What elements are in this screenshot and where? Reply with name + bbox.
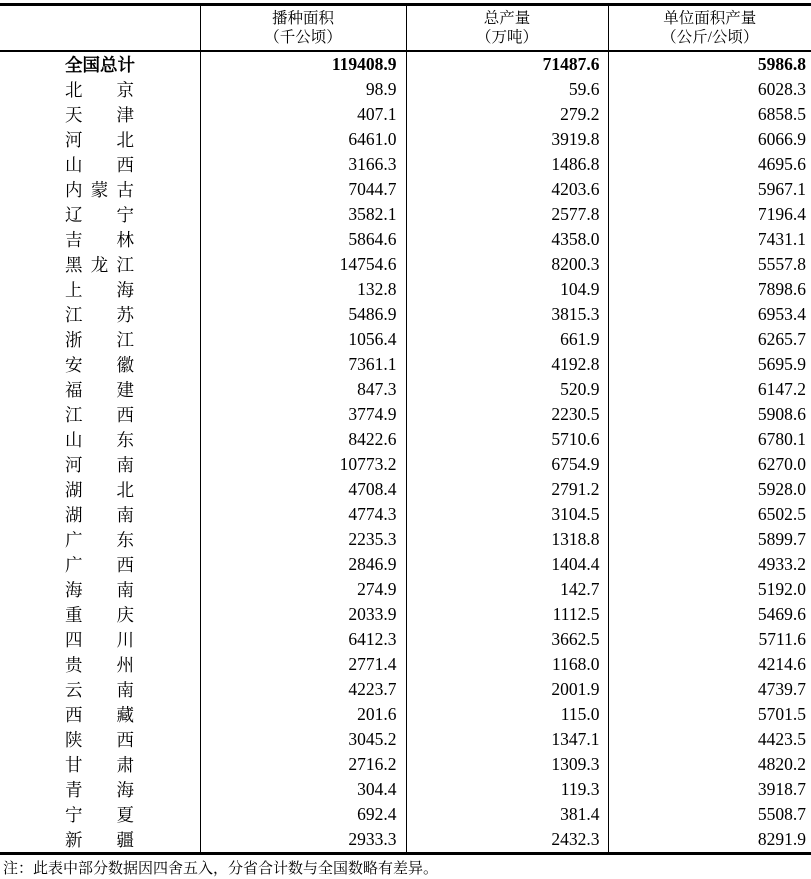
total-output-value: 115.0 [406,702,608,727]
province-row [0,377,811,402]
total-output-value: 3662.5 [406,627,608,652]
yield-value: 5986.8 [608,51,811,77]
total-output-value: 59.6 [406,77,608,102]
sown-area-value: 98.9 [200,77,406,102]
sown-area-value: 6412.3 [200,627,406,652]
province-row [0,552,811,577]
sown-area-value: 5486.9 [200,302,406,327]
province-row [0,177,811,202]
province-row [0,752,811,777]
yield-value: 6270.0 [608,452,811,477]
total-output-value: 279.2 [406,102,608,127]
total-output-value: 2230.5 [406,402,608,427]
region-name: 新 疆 [65,827,134,852]
col-header-total-output [406,5,608,52]
region-name-cell [0,102,200,127]
yield-value: 5928.0 [608,477,811,502]
total-output-value: 2577.8 [406,202,608,227]
col-header-sown-area [200,5,406,52]
province-row [0,352,811,377]
yield-value: 5908.6 [608,402,811,427]
region-name: 西 藏 [65,702,134,727]
yield-value: 4820.2 [608,752,811,777]
sown-area-value: 119408.9 [200,51,406,77]
yield-value: 6265.7 [608,327,811,352]
total-output-value: 520.9 [406,377,608,402]
col-header-title: 单位面积产量 [609,9,811,28]
province-row [0,77,811,102]
region-name: 黑 龙 江 [65,252,134,277]
sown-area-value: 201.6 [200,702,406,727]
yield-value: 4933.2 [608,552,811,577]
region-name: 江 苏 [65,302,134,327]
yield-value: 6066.9 [608,127,811,152]
province-row [0,627,811,652]
province-row [0,427,811,452]
sown-area-value: 2933.3 [200,827,406,854]
province-row [0,327,811,352]
footnote: 注：此表中部分数据因四舍五入，分省合计数与全国数略有差异。 [0,855,811,879]
total-output-value: 661.9 [406,327,608,352]
sown-area-value: 3045.2 [200,727,406,752]
sown-area-value: 10773.2 [200,452,406,477]
region-name-cell [0,677,200,702]
region-name: 浙 江 [65,327,134,352]
yield-value: 5701.5 [608,702,811,727]
total-output-value: 142.7 [406,577,608,602]
total-output-value: 119.3 [406,777,608,802]
province-row [0,127,811,152]
province-row [0,502,811,527]
province-row [0,677,811,702]
total-output-value: 1486.8 [406,152,608,177]
yield-value: 6858.5 [608,102,811,127]
region-name: 全 国 总 计 [65,52,134,77]
region-name-cell [0,527,200,552]
sown-area-value: 274.9 [200,577,406,602]
yield-value: 6028.3 [608,77,811,102]
province-row [0,252,811,277]
region-name: 山 西 [65,152,134,177]
region-name-cell [0,727,200,752]
table-body [0,51,811,854]
yield-value: 8291.9 [608,827,811,854]
region-name-cell [0,177,200,202]
province-row [0,602,811,627]
region-name: 甘 肃 [65,752,134,777]
province-row [0,302,811,327]
region-name-cell [0,477,200,502]
region-name: 山 东 [65,427,134,452]
total-output-value: 1309.3 [406,752,608,777]
grain-production-table [0,3,811,855]
total-output-value: 1404.4 [406,552,608,577]
region-name-cell [0,202,200,227]
province-row [0,477,811,502]
province-row [0,102,811,127]
corner-cell [0,5,200,52]
total-output-value: 6754.9 [406,452,608,477]
region-name: 辽 宁 [65,202,134,227]
yield-value: 5711.6 [608,627,811,652]
region-name-cell [0,777,200,802]
region-name: 宁 夏 [65,802,134,827]
total-output-value: 3815.3 [406,302,608,327]
sown-area-value: 3774.9 [200,402,406,427]
region-name: 贵 州 [65,652,134,677]
sown-area-value: 847.3 [200,377,406,402]
region-name-cell [0,352,200,377]
region-name-cell [0,127,200,152]
sown-area-value: 6461.0 [200,127,406,152]
region-name-cell [0,252,200,277]
sown-area-value: 407.1 [200,102,406,127]
yield-value: 7196.4 [608,202,811,227]
province-row [0,727,811,752]
region-name-cell [0,577,200,602]
sown-area-value: 304.4 [200,777,406,802]
sown-area-value: 8422.6 [200,427,406,452]
region-name: 湖 南 [65,502,134,527]
sown-area-value: 3166.3 [200,152,406,177]
sown-area-value: 1056.4 [200,327,406,352]
yield-value: 6953.4 [608,302,811,327]
region-name-cell [0,302,200,327]
total-output-value: 2432.3 [406,827,608,854]
region-name-cell [0,502,200,527]
province-row [0,577,811,602]
sown-area-value: 4774.3 [200,502,406,527]
region-name: 安 徽 [65,352,134,377]
province-row [0,227,811,252]
yield-value: 5469.6 [608,602,811,627]
col-header-yield-per-area [608,5,811,52]
yield-value: 6147.2 [608,377,811,402]
yield-value: 3918.7 [608,777,811,802]
region-name-cell [0,827,200,854]
region-name-cell [0,627,200,652]
yield-value: 4214.6 [608,652,811,677]
region-name-cell [0,377,200,402]
yield-value: 5557.8 [608,252,811,277]
province-row [0,277,811,302]
region-name-cell [0,227,200,252]
region-name-cell [0,77,200,102]
total-output-value: 8200.3 [406,252,608,277]
region-name-cell [0,752,200,777]
sown-area-value: 2771.4 [200,652,406,677]
region-name: 上 海 [65,277,134,302]
header-row [0,5,811,52]
sown-area-value: 14754.6 [200,252,406,277]
total-output-value: 1112.5 [406,602,608,627]
region-name-cell [0,277,200,302]
yield-value: 5508.7 [608,802,811,827]
col-header-unit: （公斤/公顷） [609,28,811,47]
total-output-value: 5710.6 [406,427,608,452]
sown-area-value: 692.4 [200,802,406,827]
region-name: 吉 林 [65,227,134,252]
province-row [0,452,811,477]
total-output-value: 1347.1 [406,727,608,752]
sown-area-value: 7044.7 [200,177,406,202]
province-row [0,777,811,802]
yield-value: 6502.5 [608,502,811,527]
region-name-cell [0,652,200,677]
sown-area-value: 4223.7 [200,677,406,702]
province-row [0,402,811,427]
region-name: 四 川 [65,627,134,652]
yield-value: 6780.1 [608,427,811,452]
total-output-value: 4203.6 [406,177,608,202]
yield-value: 5695.9 [608,352,811,377]
region-name-cell [0,602,200,627]
region-name: 云 南 [65,677,134,702]
sown-area-value: 3582.1 [200,202,406,227]
sown-area-value: 5864.6 [200,227,406,252]
yield-value: 5967.1 [608,177,811,202]
total-row [0,51,811,77]
total-output-value: 1168.0 [406,652,608,677]
province-row [0,827,811,854]
total-output-value: 3104.5 [406,502,608,527]
region-name: 内 蒙 古 [65,177,134,202]
region-name-cell [0,402,200,427]
province-row [0,202,811,227]
region-name: 青 海 [65,777,134,802]
sown-area-value: 132.8 [200,277,406,302]
region-name: 江 西 [65,402,134,427]
yield-value: 5192.0 [608,577,811,602]
yield-value: 7431.1 [608,227,811,252]
region-name: 福 建 [65,377,134,402]
region-name: 陕 西 [65,727,134,752]
yield-value: 7898.6 [608,277,811,302]
total-output-value: 1318.8 [406,527,608,552]
total-output-value: 104.9 [406,277,608,302]
province-row [0,802,811,827]
total-output-value: 2001.9 [406,677,608,702]
sown-area-value: 4708.4 [200,477,406,502]
region-name-cell [0,51,200,77]
sown-area-value: 2716.2 [200,752,406,777]
region-name-cell [0,152,200,177]
total-output-value: 2791.2 [406,477,608,502]
province-row [0,702,811,727]
total-output-value: 381.4 [406,802,608,827]
region-name-cell [0,802,200,827]
region-name-cell [0,552,200,577]
region-name: 天 津 [65,102,134,127]
col-header-title: 总产量 [407,9,608,28]
province-row [0,152,811,177]
province-row [0,652,811,677]
region-name: 河 南 [65,452,134,477]
region-name: 重 庆 [65,602,134,627]
region-name: 北 京 [65,77,134,102]
region-name-cell [0,702,200,727]
region-name-cell [0,427,200,452]
col-header-title: 播种面积 [201,9,406,28]
province-row [0,527,811,552]
region-name-cell [0,327,200,352]
sown-area-value: 7361.1 [200,352,406,377]
yield-value: 5899.7 [608,527,811,552]
yield-value: 4695.6 [608,152,811,177]
region-name-cell [0,452,200,477]
yield-value: 4739.7 [608,677,811,702]
sown-area-value: 2235.3 [200,527,406,552]
total-output-value: 71487.6 [406,51,608,77]
region-name: 河 北 [65,127,134,152]
col-header-unit: （千公顷） [201,28,406,47]
region-name: 海 南 [65,577,134,602]
region-name: 广 西 [65,552,134,577]
yield-value: 4423.5 [608,727,811,752]
col-header-unit: （万吨） [407,28,608,47]
region-name: 湖 北 [65,477,134,502]
sown-area-value: 2846.9 [200,552,406,577]
region-name: 广 东 [65,527,134,552]
total-output-value: 3919.8 [406,127,608,152]
total-output-value: 4358.0 [406,227,608,252]
sown-area-value: 2033.9 [200,602,406,627]
total-output-value: 4192.8 [406,352,608,377]
